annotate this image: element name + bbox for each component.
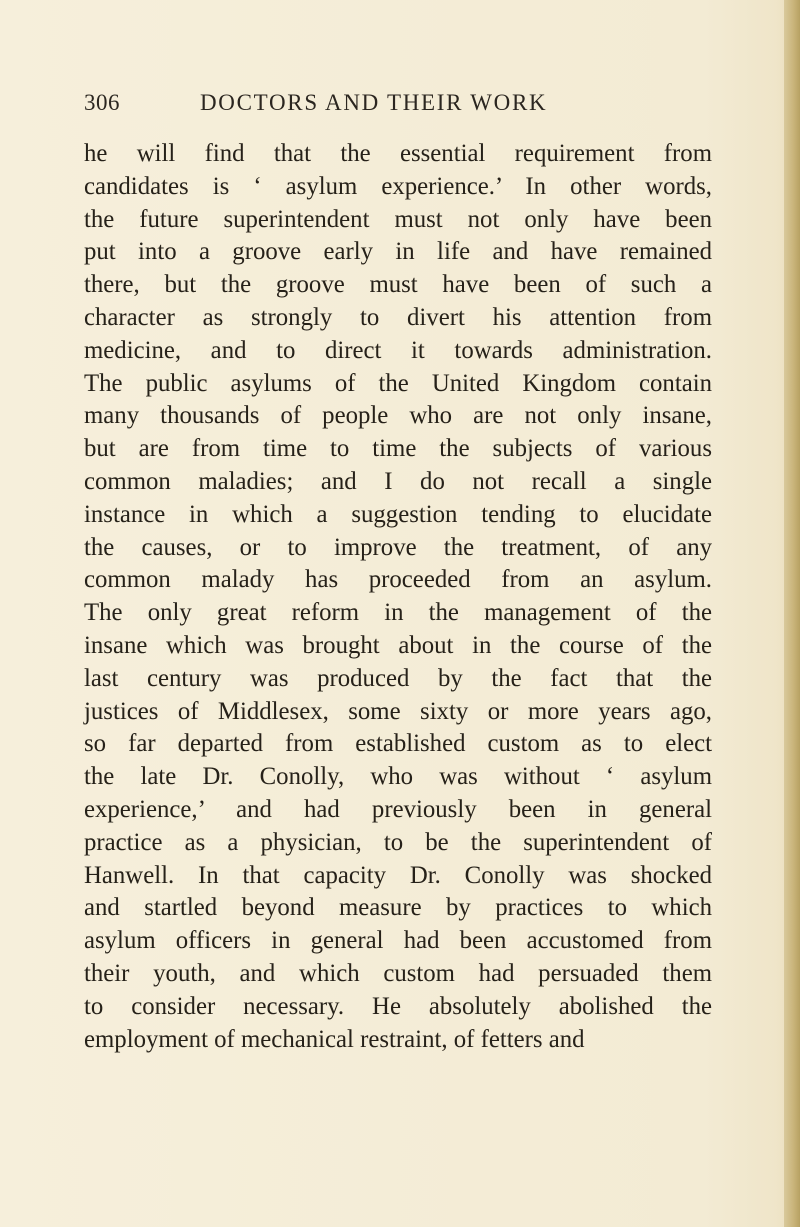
page-edge — [784, 0, 800, 1227]
text-line: character as strongly to divert his attention from — [84, 303, 712, 331]
page-header — [84, 90, 694, 122]
text-line: and startled beyond measure by practices to which — [84, 894, 712, 922]
text-line: employment of mechanical restraint, of fetters and — [84, 1025, 585, 1053]
text-line: there, but the groove must have been of such a — [84, 271, 712, 299]
text-line: The only great reform in the management of the — [84, 599, 712, 627]
text-line: the future superintendent must not only have been — [84, 205, 712, 233]
text-line: their youth, and which custom had persuaded them — [84, 959, 712, 987]
text-line: justices of Middlesex, some sixty or more years ago, — [84, 697, 712, 725]
text-line: put into a groove early in life and have remained — [84, 238, 712, 266]
text-line: Hanwell. In that capacity Dr. Conolly was shocked — [84, 861, 712, 889]
text-line: candidates is ‘ asylum experience.’ In other words, — [84, 172, 712, 200]
text-line: practice as a physician, to be the superintendent of — [84, 828, 712, 856]
text-line: instance in which a suggestion tending to elucidate — [84, 500, 712, 528]
text-line: asylum officers in general had been accustomed from — [84, 927, 712, 955]
text-line: insane which was brought about in the course of the — [84, 631, 712, 659]
text-line: common maladies; and I do not recall a single — [84, 467, 712, 495]
text-line: last century was produced by the fact that the — [84, 664, 712, 692]
text-line: so far departed from established custom as to elect — [84, 730, 712, 758]
text-line: the causes, or to improve the treatment, of any — [84, 533, 712, 561]
text-line: but are from time to time the subjects of various — [84, 435, 712, 463]
text-line: the late Dr. Conolly, who was without ‘ asylum — [84, 763, 712, 791]
text-line: many thousands of people who are not only insane, — [84, 402, 712, 430]
text-line: medicine, and to direct it towards administration. — [84, 336, 712, 364]
text-line: common malady has proceeded from an asylum. — [84, 566, 712, 594]
page-number: 306 — [84, 90, 120, 115]
text-line: The public asylums of the United Kingdom contain — [84, 369, 712, 397]
text-line: experience,’ and had previously been in general — [84, 795, 712, 823]
text-line: to consider necessary. He absolutely abolished the — [84, 992, 712, 1020]
text-line: he will find that the essential requirement from — [84, 140, 712, 167]
running-head: DOCTORS AND THEIR WORK — [200, 90, 548, 115]
body-text — [84, 138, 712, 1056]
